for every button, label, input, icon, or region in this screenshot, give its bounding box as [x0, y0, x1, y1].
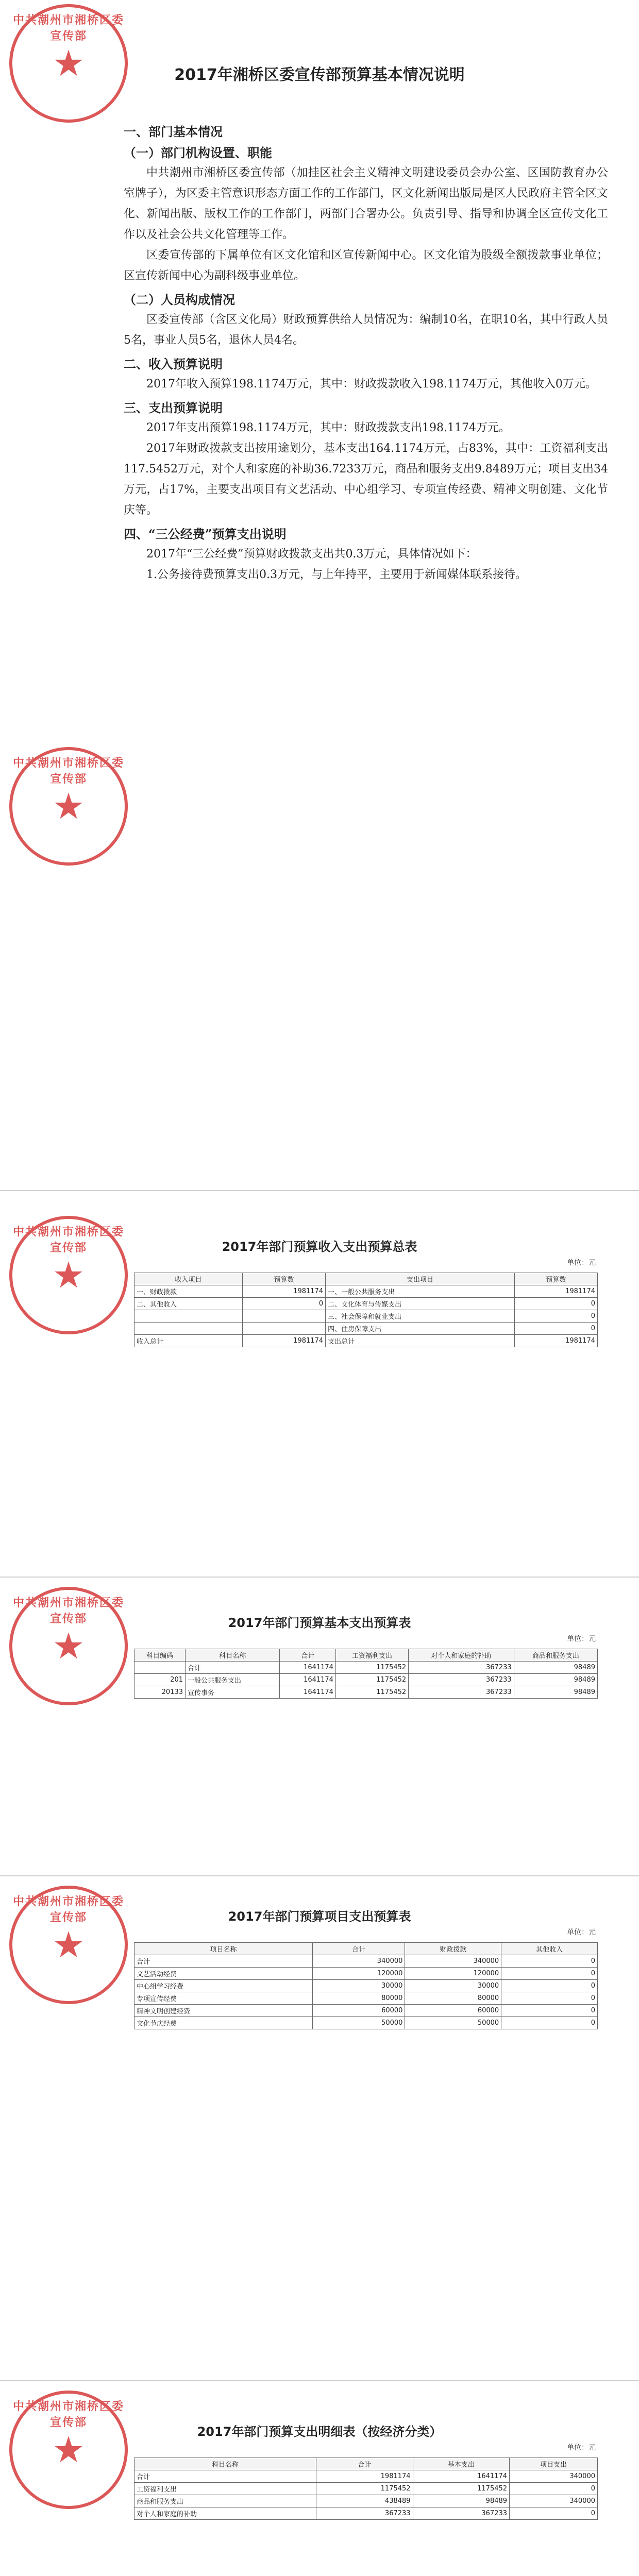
table-row — [134, 1980, 598, 1992]
table-cell: 438489 — [316, 2495, 413, 2507]
table-cell: 1981174 — [514, 1335, 597, 1347]
table-title: 2017年部门预算项目支出预算表 — [228, 1909, 411, 1924]
basic-expense-table — [134, 1649, 598, 1699]
table-row — [134, 2495, 598, 2507]
table-cell: 98489 — [514, 1674, 597, 1686]
table-cell: 文化节庆经费 — [134, 2017, 313, 2029]
table-cell: 0 — [501, 1968, 598, 1980]
document-body — [124, 118, 608, 585]
table-cell: 340000 — [405, 1955, 501, 1968]
table-cell: 工资福利支出 — [134, 2483, 316, 2495]
table-cell: 60000 — [312, 2005, 405, 2017]
table-cell: 367233 — [316, 2507, 413, 2520]
paragraph: 2017年财政拨款支出按用途划分，基本支出164.1174万元，占83%，其中：工资福利支出117.5452万元，对个人和家庭的补助36.7233万元，商品和服务支出9.8489万元；项目支出34万元，占17%，主要支出项目有文艺活动、中心组学习、专项宣传经费、精神文明创建、文化节庆等。 — [124, 442, 608, 517]
column-header: 基本支出 — [413, 2458, 509, 2470]
column-header: 项目支出 — [510, 2458, 598, 2470]
table-cell: 1981174 — [242, 1285, 325, 1298]
table-header-row — [134, 2458, 598, 2470]
paragraph: 2017年收入预算198.1174万元，其中：财政拨款收入198.1174万元，其他收入0万元。 — [146, 378, 597, 391]
document-page — [0, 0, 639, 1185]
table-cell: 367233 — [409, 1686, 514, 1699]
column-header: 合计 — [312, 1943, 405, 1955]
seal-text: 中共潮州市湘桥区委宣传部 — [12, 1895, 124, 1924]
table-row — [134, 1686, 598, 1699]
table-cell: 一、财政拨款 — [134, 1285, 243, 1298]
table-cell — [242, 1310, 325, 1323]
section-heading: 一、部门基本情况 — [124, 124, 223, 139]
unit-label: 单位：元 — [567, 1635, 596, 1643]
table-cell: 120000 — [405, 1968, 501, 1980]
column-header: 商品和服务支出 — [514, 1649, 597, 1662]
table-cell: 1641174 — [413, 2470, 509, 2483]
table-cell: 367233 — [413, 2507, 509, 2520]
table-row — [134, 1298, 598, 1310]
official-seal — [9, 1216, 128, 1334]
table-cell: 98489 — [413, 2495, 509, 2507]
table-title: 2017年部门预算基本支出预算表 — [228, 1616, 411, 1630]
star-icon: ★ — [52, 42, 85, 84]
table-cell: 二、文化体育与传媒支出 — [326, 1298, 515, 1310]
table-cell: 四、住房保障支出 — [326, 1323, 515, 1335]
star-icon: ★ — [52, 1625, 85, 1667]
table-row — [134, 1323, 598, 1335]
column-header: 收入项目 — [134, 1273, 243, 1285]
table-cell: 20133 — [134, 1686, 186, 1699]
table-cell: 商品和服务支出 — [134, 2495, 316, 2507]
unit-label: 单位：元 — [567, 1259, 596, 1267]
table-cell: 1641174 — [280, 1674, 336, 1686]
table-cell: 合计 — [134, 1955, 313, 1968]
page-divider — [0, 1190, 639, 1191]
table-title: 2017年部门预算收入支出预算总表 — [222, 1240, 417, 1254]
table-cell: 30000 — [312, 1980, 405, 1992]
table-cell: 三、社会保障和就业支出 — [326, 1310, 515, 1323]
column-header: 对个人和家庭的补助 — [409, 1649, 514, 1662]
economic-expense-table — [134, 2458, 598, 2520]
paragraph: 2017年“三公经费”预算财政拨款支出共0.3万元，具体情况如下： — [146, 548, 477, 561]
table-row — [134, 1674, 598, 1686]
column-header: 科目名称 — [134, 2458, 316, 2470]
table-cell: 一、一般公共服务支出 — [326, 1285, 515, 1298]
table-cell: 1175452 — [413, 2483, 509, 2495]
table-cell: 80000 — [312, 1992, 405, 2005]
column-header: 项目名称 — [134, 1943, 313, 1955]
table-header-row — [134, 1943, 598, 1955]
table-cell: 二、其他收入 — [134, 1298, 243, 1310]
table-row — [134, 2483, 598, 2495]
table-cell: 30000 — [405, 1980, 501, 1992]
table-cell — [134, 1310, 243, 1323]
table-row — [134, 2017, 598, 2029]
table-cell: 80000 — [405, 1992, 501, 2005]
table-cell: 120000 — [312, 1968, 405, 1980]
column-header: 财政拨款 — [405, 1943, 501, 1955]
page-divider — [0, 1875, 639, 1876]
paragraph: 区委宣传部的下属单位有区文化馆和区宣传新闻中心。区文化馆为股级全额拨款事业单位；区宣传新闻中心为副科级事业单位。 — [124, 249, 608, 282]
paragraph: 中共潮州市湘桥区委宣传部（加挂区社会主义精神文明建设委员会办公室、区国防教育办公室牌子），为区委主管意识形态方面工作的工作部门，区文化新闻出版局是区人民政府主管全区文化、新闻出版、版权工作的工作部门，两部门合署办公。负责引导、指导和协调全区宣传文化工作以及社会公共文化管理等工作。 — [124, 166, 608, 241]
section-heading: 三、支出预算说明 — [124, 400, 223, 415]
table-cell: 0 — [501, 2017, 598, 2029]
seal-text: 中共潮州市湘桥区委宣传部 — [12, 13, 124, 43]
section-heading: 二、收入预算说明 — [124, 357, 223, 371]
table-cell: 50000 — [312, 2017, 405, 2029]
table-cell: 1641174 — [280, 1662, 336, 1674]
table-cell: 0 — [514, 1298, 597, 1310]
table-title: 2017年部门预算支出明细表（按经济分类） — [197, 2425, 442, 2439]
table-cell: 1641174 — [280, 1686, 336, 1699]
table-header-row — [134, 1649, 598, 1662]
section-heading: 四、“三公经费”预算支出说明 — [124, 527, 287, 541]
page-title: 2017年湘桥区委宣传部预算基本情况说明 — [174, 66, 465, 84]
table-row — [134, 2470, 598, 2483]
column-header: 科目名称 — [186, 1649, 280, 1662]
table-cell: 0 — [514, 1323, 597, 1335]
seal-text: 中共潮州市湘桥区委宣传部 — [12, 1596, 124, 1625]
table-cell: 支出总计 — [326, 1335, 515, 1347]
seal-text: 中共潮州市湘桥区委宣传部 — [12, 2400, 124, 2429]
official-seal — [9, 1886, 128, 2004]
seal-text: 中共潮州市湘桥区委宣传部 — [12, 1225, 124, 1255]
star-icon: ★ — [52, 2429, 85, 2471]
table-cell: 340000 — [510, 2495, 598, 2507]
table-header-row — [134, 1273, 598, 1285]
table-cell: 98489 — [514, 1686, 597, 1699]
column-header: 预算数 — [514, 1273, 597, 1285]
table-cell: 1981174 — [242, 1335, 325, 1347]
column-header: 合计 — [280, 1649, 336, 1662]
table-cell — [134, 1662, 186, 1674]
table-row — [134, 1955, 598, 1968]
table-cell: 合计 — [186, 1662, 280, 1674]
table-cell: 98489 — [514, 1662, 597, 1674]
paragraph: 区委宣传部（含区文化局）财政预算供给人员情况为：编制10名，在职10名，其中行政人员5名，事业人员5名，退休人员4名。 — [124, 313, 608, 347]
star-icon: ★ — [52, 785, 85, 827]
table-cell: 1175452 — [335, 1686, 408, 1699]
table-cell: 1175452 — [335, 1662, 408, 1674]
table-row — [134, 2507, 598, 2520]
table-cell — [242, 1323, 325, 1335]
column-header: 支出项目 — [326, 1273, 515, 1285]
table-cell: 0 — [242, 1298, 325, 1310]
table-cell: 0 — [501, 1992, 598, 2005]
table-row — [134, 1285, 598, 1298]
project-expense-table — [134, 1942, 598, 2029]
table-cell: 0 — [501, 2005, 598, 2017]
table-cell: 340000 — [312, 1955, 405, 1968]
table-cell: 0 — [501, 1955, 598, 1968]
table-cell — [134, 1323, 243, 1335]
paragraph: 1.公务接待费预算支出0.3万元，与上年持平，主要用于新闻媒体联系接待。 — [146, 568, 527, 581]
seal-text: 中共潮州市湘桥区委宣传部 — [12, 756, 124, 786]
star-icon: ★ — [52, 1254, 85, 1296]
table-row — [134, 1310, 598, 1323]
table-cell: 50000 — [405, 2017, 501, 2029]
table-cell: 0 — [514, 1310, 597, 1323]
page-divider — [0, 1577, 639, 1578]
official-seal — [9, 747, 128, 866]
table-cell: 收入总计 — [134, 1335, 243, 1347]
budget-summary-table — [134, 1273, 598, 1347]
table-cell: 367233 — [409, 1674, 514, 1686]
table-cell: 中心组学习经费 — [134, 1980, 313, 1992]
table-cell: 0 — [510, 2507, 598, 2520]
table-cell: 1175452 — [316, 2483, 413, 2495]
subsection-heading: （一）部门机构设置、职能 — [124, 145, 272, 160]
table-cell: 0 — [510, 2483, 598, 2495]
official-seal — [9, 1587, 128, 1705]
column-header: 合计 — [316, 2458, 413, 2470]
table-cell: 1981174 — [316, 2470, 413, 2483]
table-row — [134, 1992, 598, 2005]
table-cell: 一般公共服务支出 — [186, 1674, 280, 1686]
subsection-heading: （二）人员构成情况 — [124, 292, 235, 307]
table-cell: 1175452 — [335, 1674, 408, 1686]
official-seal — [9, 2391, 128, 2509]
page-divider — [0, 2380, 639, 2381]
table-cell: 合计 — [134, 2470, 316, 2483]
column-header: 工资福利支出 — [335, 1649, 408, 1662]
table-row — [134, 1335, 598, 1347]
table-row — [134, 1662, 598, 1674]
table-cell: 60000 — [405, 2005, 501, 2017]
table-cell: 文艺活动经费 — [134, 1968, 313, 1980]
table-cell: 340000 — [510, 2470, 598, 2483]
column-header: 其他收入 — [501, 1943, 598, 1955]
table-cell: 精神文明创建经费 — [134, 2005, 313, 2017]
table-cell: 1981174 — [514, 1285, 597, 1298]
table-row — [134, 1968, 598, 1980]
table-cell: 367233 — [409, 1662, 514, 1674]
table-row — [134, 2005, 598, 2017]
unit-label: 单位：元 — [567, 2444, 596, 2452]
table-cell: 0 — [501, 1980, 598, 1992]
column-header: 科目编码 — [134, 1649, 186, 1662]
column-header: 预算数 — [242, 1273, 325, 1285]
star-icon: ★ — [52, 1924, 85, 1966]
table-cell: 专项宣传经费 — [134, 1992, 313, 2005]
table-cell: 宣传事务 — [186, 1686, 280, 1699]
table-cell: 对个人和家庭的补助 — [134, 2507, 316, 2520]
paragraph: 2017年支出预算198.1174万元，其中：财政拨款支出198.1174万元。 — [146, 421, 510, 434]
table-cell: 201 — [134, 1674, 186, 1686]
unit-label: 单位：元 — [567, 1928, 596, 1937]
